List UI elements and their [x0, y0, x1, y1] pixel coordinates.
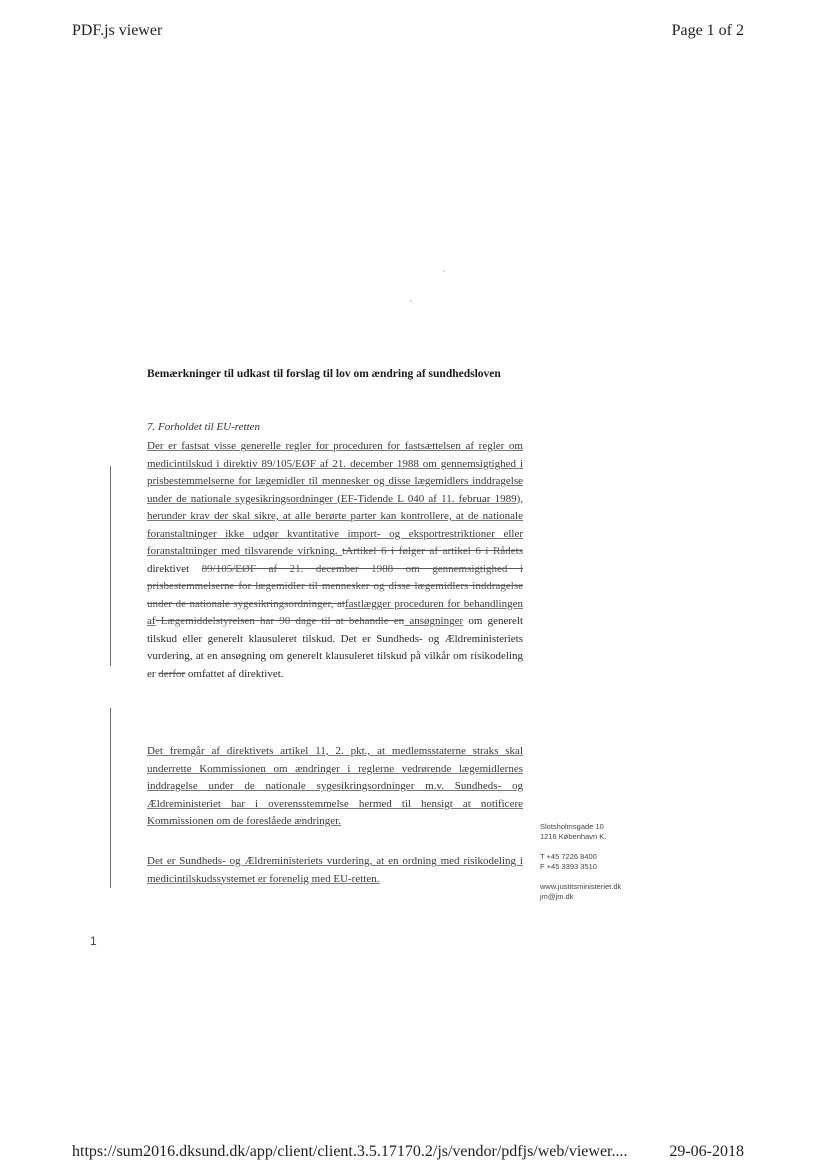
page-indicator: Page 1 of 2: [671, 22, 744, 39]
page-number: 1: [90, 934, 97, 948]
scan-speck: [410, 300, 412, 302]
text-run: derfor: [158, 667, 186, 680]
phone-number: T +45 7226 8400: [540, 852, 597, 861]
viewer-title: PDF.js viewer: [72, 22, 163, 39]
text-run: omfattet af direktivet.: [185, 667, 284, 680]
text-run: ansøgninger: [404, 615, 464, 627]
address-block: [540, 822, 606, 842]
scan-speck: [443, 270, 445, 272]
text-run: om generelt tilskud eller generelt klausuleret tilskud. Det er Sundheds- og Ældreministeriets vurdering, at en ansøgning om generelt klausuleret tilskud på vilkår om risikodeling er: [147, 615, 524, 680]
change-bar: [110, 708, 111, 888]
text-run: Der er fastsat visse generelle regler for proceduren for fastsættelsen af regler om medicintilskud i direktiv 89/105/EØF af 21. december 1988 om gennemsigtighed i prisbestemmelserne for lægemidler til mennesker og disse lægemidlers inddragelse under de nationale sygesikringsordninger (EF-Tidende L 040 af 11. februar 1989), herunder krav der skal sikre, at alle berørte parter kan kontrollere, at de nationale foranstaltninger ikke udgør kvantitative import- og eksportrestriktioner eller foranstaltninger med tilsvarende virkning.: [147, 440, 523, 557]
text-run: direktivet: [147, 562, 202, 575]
text-run: tArtikel 6 i følger af artikel 6 i Rådets: [342, 545, 523, 557]
paragraph-conclusion: Det er Sundheds- og Ældreministeriets vurdering, at en ordning med risikodeling i medicintilskudssystemet er forenelig med EU-retten.: [147, 855, 523, 885]
text-run: fastlægger proceduren for behandlingen af: [147, 597, 523, 627]
text-run: Lægemiddelstyrelsen har 90 dage til at behandle en: [155, 615, 405, 627]
fax-number: F +45 3393 3510: [540, 862, 597, 871]
paragraph-notification: Det fremgår af direktivets artikel 11, 2. pkt., at medlemsstaterne straks skal underrette Kommissionen om ændringer i reglerne vedrørende lægemidlernes inddragelse under de nationale sygesikringsordninger m.v. Sundheds- og Ældreministeriet har i overensstemmelse hermed til hensigt at notificere Kommissionen om de foreslåede ændringer.: [147, 745, 523, 827]
section-heading: 7. Forholdet til EU-retten: [147, 421, 261, 433]
address-city: 1216 København K.: [540, 832, 607, 841]
email: jm@jm.dk: [540, 892, 574, 901]
contact-phone-block: [540, 852, 597, 872]
footer-url: https://sum2016.dksund.dk/app/client/client.3.5.17170.2/js/vendor/pdfjs/web/viewer....: [72, 1143, 628, 1160]
change-bar: [110, 466, 111, 666]
contact-web-block: [540, 882, 621, 902]
address-street: Slotsholmsgade 10: [540, 822, 604, 831]
paragraph-eu-directive: [147, 438, 523, 683]
text-run: 89/105/EØF af 21. december 1988 om gennemsigtighed i prisbestemmelserne for lægemidler til mennesker og disse lægemidlers inddragelse under de nationale sygesikringsordninger, at: [147, 562, 523, 610]
footer-date: 29-06-2018: [669, 1143, 744, 1160]
document-title: Bemærkninger til udkast til forslag til lov om ændring af sundhedsloven: [147, 368, 501, 380]
website: www.justitsministeriet.dk: [540, 882, 622, 891]
